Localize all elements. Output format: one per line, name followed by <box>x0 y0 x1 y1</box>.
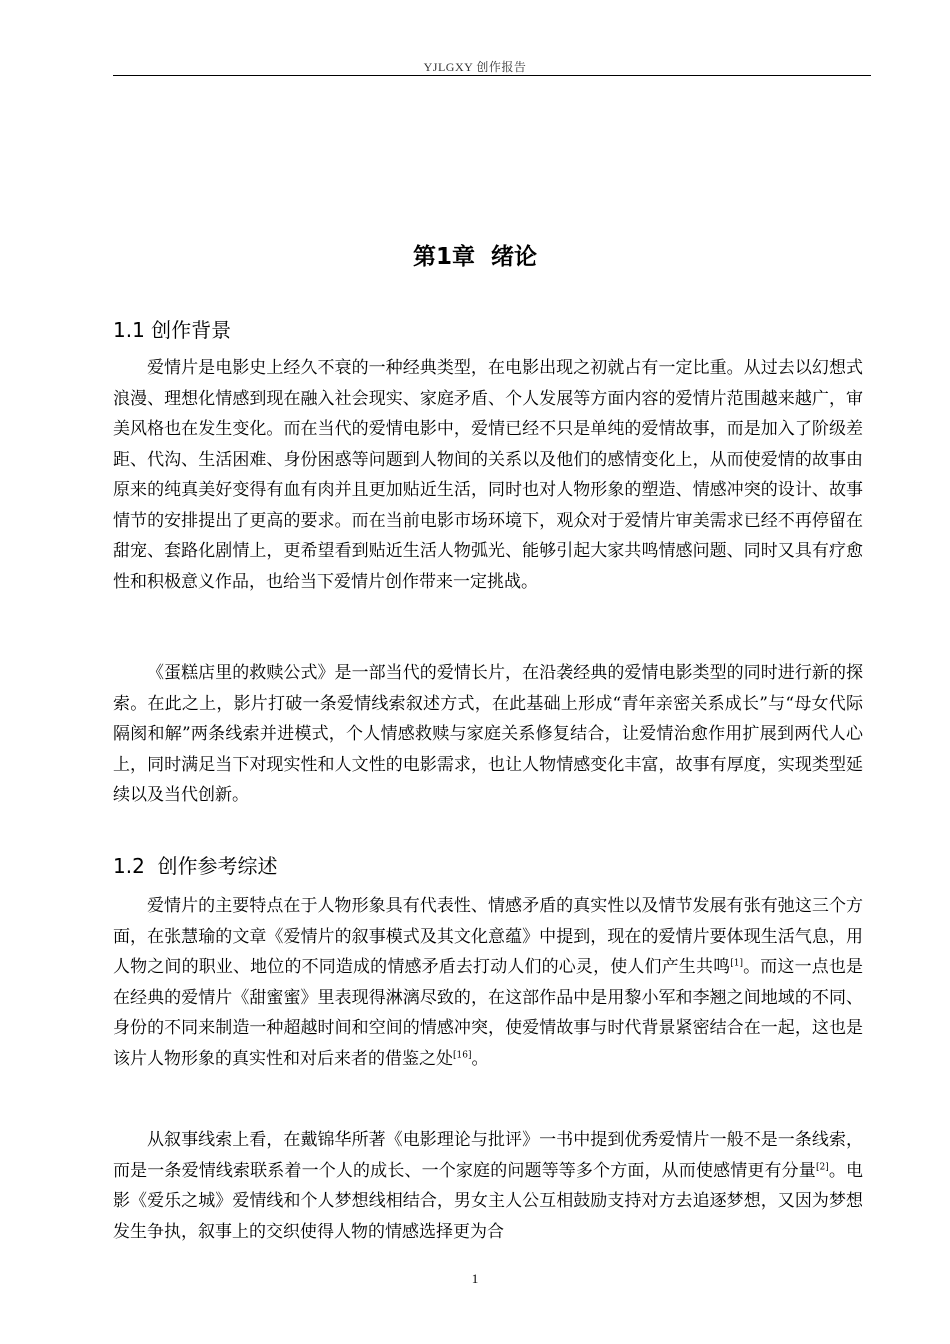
citation-ref: [1] <box>730 958 743 969</box>
header-rule <box>113 75 871 76</box>
paragraph-review-1 <box>113 891 863 1074</box>
paragraph-text: 从叙事线索上看，在戴锦华所著《电影理论与批评》一书中提到优秀爱情片一般不是一条线索，而是一条爱情线索联系着一个人的成长、一个家庭的问题等等多个方面，从而使感情更有分量 <box>113 1130 863 1181</box>
paragraph-background-1: 爱情片是电影史上经久不衰的一种经典类型，在电影出现之初就占有一定比重。从过去以幻想式浪漫、理想化情感到现在融入社会现实、家庭矛盾、个人发展等方面内容的爱情片范围越来越广，审美风格也在发生变化。而在当代的爱情电影中，爱情已经不只是单纯的爱情故事，而是加入了阶级差距、代沟、生活困难、身份困惑等问题到人物间的关系以及他们的感情变化上，从而使爱情的故事由原来的纯真美好变得有血有肉并且更加贴近生活，同时也对人物形象的塑造、情感冲突的设计、故事情节的安排提出了更高的要求。而在当前电影市场环境下，观众对于爱情片审美需求已经不再停留在甜宠、套路化剧情上，更希望看到贴近生活人物弧光、能够引起大家共鸣情感问题、同时又具有疗愈性和积极意义作品，也给当下爱情片创作带来一定挑战。 <box>113 358 863 592</box>
paragraph-text: 爱情片的主要特点在于人物形象具有代表性、情感矛盾的真实性以及情节发展有张有弛这三个方面，在张慧瑜的文章《爱情片的叙事模式及其文化意蕴》中提到，现在的爱情片要体现生活气息，用人物之间的职业、地位的不同造成的情感矛盾去打动人们的心灵，使人们产生共鸣 <box>113 896 863 977</box>
paragraph-review-2 <box>113 1125 863 1247</box>
section-heading-1-1: 1.1 创作背景 <box>113 318 232 342</box>
paragraph-background-2: 《蛋糕店里的救赎公式》是一部当代的爱情长片，在沿袭经典的爱情电影类型的同时进行新的探索。在此之上，影片打破一条爱情线索叙述方式，在此基础上形成“青年亲密关系成长”与“母女代际隔阂和解”两条线索并进模式，个人情感救赎与家庭关系修复结合，让爱情治愈作用扩展到两代人心上，同时满足当下对现实性和人文性的电影需求，也让人物情感变化丰富，故事有厚度，实现类型延续以及当代创新。 <box>113 663 863 805</box>
paragraph-text: 。 <box>471 1048 489 1069</box>
paragraph-text: 。而这一点也是在经典的爱情片《甜蜜蜜》里表现得淋漓尽致的，在这部作品中是用黎小军和李翘之间地域的不同、身份的不同来制造一种超越时间和空间的情感冲突，使爱情故事与时代背景紧密结合在一起，这也是该片人物形象的真实性和对后来者的借鉴之处 <box>113 957 864 1069</box>
running-header: YJLGXY 创作报告 <box>423 60 527 74</box>
section-heading-1-2: 1.2 创作参考综述 <box>113 854 278 878</box>
chapter-title: 第1章 绪论 <box>412 244 538 270</box>
paragraph-text: 。电影《爱乐之城》爱情线和个人梦想线相结合，男女主人公互相鼓励支持对方去追逐梦想，又因为梦想发生争执，叙事上的交织使得人物的情感选择更为合 <box>113 1160 864 1242</box>
citation-ref: [16] <box>453 1049 472 1060</box>
citation-ref: [2] <box>815 1161 829 1172</box>
page-number: 1 <box>471 1271 479 1286</box>
